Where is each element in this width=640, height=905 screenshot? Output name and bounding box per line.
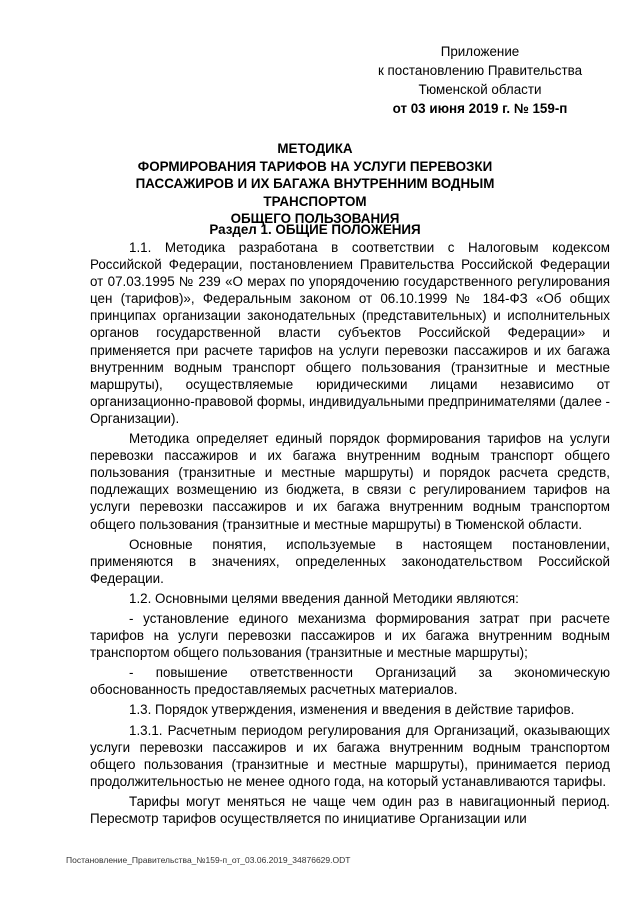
title-line: МЕТОДИКА xyxy=(277,141,353,156)
paragraph: - повышение ответственности Организаций за экономическую обоснованность предоставляемых расчетных материалов. xyxy=(90,665,610,698)
title-line: ПАССАЖИРОВ И ИХ БАГАЖА ВНУТРЕННИМ ВОДНЫМ ТРАНСПОРТОМ xyxy=(135,176,495,209)
appendix-date-number: от 03 июня 2019 г. № 159-п xyxy=(392,101,568,116)
paragraph: 1.3. Порядок утверждения, изменения и введения в действие тарифов. xyxy=(129,702,575,718)
document-body xyxy=(90,239,610,830)
appendix-line: Приложение xyxy=(440,44,520,59)
paragraph: Тарифы могут меняться не чаще чем один раз в навигационный период. Пересмотр тарифов осуществляется по инициативе Организации или xyxy=(90,793,610,826)
paragraph: Методика определяет единый порядок формирования тарифов на услуги перевозки пассажиров и их багажа внутренним водным транспорт общего пользования (транзитные и местные маршруты) и порядок расчета средств, подлежащих возмещению из бюджета, в связи с регулированием тарифов на услуги перевозки пассажиров и их багажа внутренним водным транспортом общего пользования (транзитные и местные маршруты) в Тюменской области. xyxy=(90,431,610,532)
paragraph: - установление единого механизма формирования затрат при расчете тарифов на услуги перевозки пассажиров и их багажа внутренним водным транспортом общего пользования (транзитные и местные маршруты); xyxy=(90,610,610,661)
appendix-line: к постановлению Правительства xyxy=(377,63,583,78)
document-title xyxy=(90,140,540,228)
paragraph: 1.3.1. Расчетным периодом регулирования для Организаций, оказывающих услуги перевозки пассажиров и их багажа внутренним водным транспортом общего пользования (транзитные и местные маршруты), принимается период продолжительностью не менее одного года, на который устанавливаются тарифы. xyxy=(90,722,610,789)
paragraph: 1.1. Методика разработана в соответствии с Налоговым кодексом Российской Федерации, постановлением Правительства Российской Федерации от 07.03.1995 № 239 «О мерах по упорядочению государственного регулирования цен (тарифов)», Федеральным законом от 06.10.1999 № 184-ФЗ «Об общих принципах организации законодательных (представительных) и исполнительных органов государственной власти субъектов Российской Федерации» и применяется при расчете тарифов на услуги перевозки пассажиров и их багажа внутренним водным транспорт общего пользования (транзитные и местные маршруты), осуществляемые юридическими лицами независимо от организационно-правовой формы, индивидуальными предпринимателями (далее - Организации). xyxy=(90,240,610,426)
paragraph: 1.2. Основными целями введения данной Методики являются: xyxy=(129,590,519,606)
title-line: ФОРМИРОВАНИЯ ТАРИФОВ НА УСЛУГИ ПЕРЕВОЗКИ xyxy=(137,158,493,174)
appendix-line: Тюменской области xyxy=(418,82,542,97)
file-footer: Постановление_Правительства_№159-п_от_03.06.2019_34876629.ODT xyxy=(66,855,351,865)
title-line: ОБЩЕГО ПОЛЬЗОВАНИЯ xyxy=(230,211,400,226)
appendix-header xyxy=(360,42,600,118)
section-heading: Раздел 1. ОБЩИЕ ПОЛОЖЕНИЯ xyxy=(209,222,421,237)
paragraph: Основные понятия, используемые в настоящем постановлении, применяются в значениях, определенных законодательством Российской Федерации. xyxy=(90,536,610,586)
